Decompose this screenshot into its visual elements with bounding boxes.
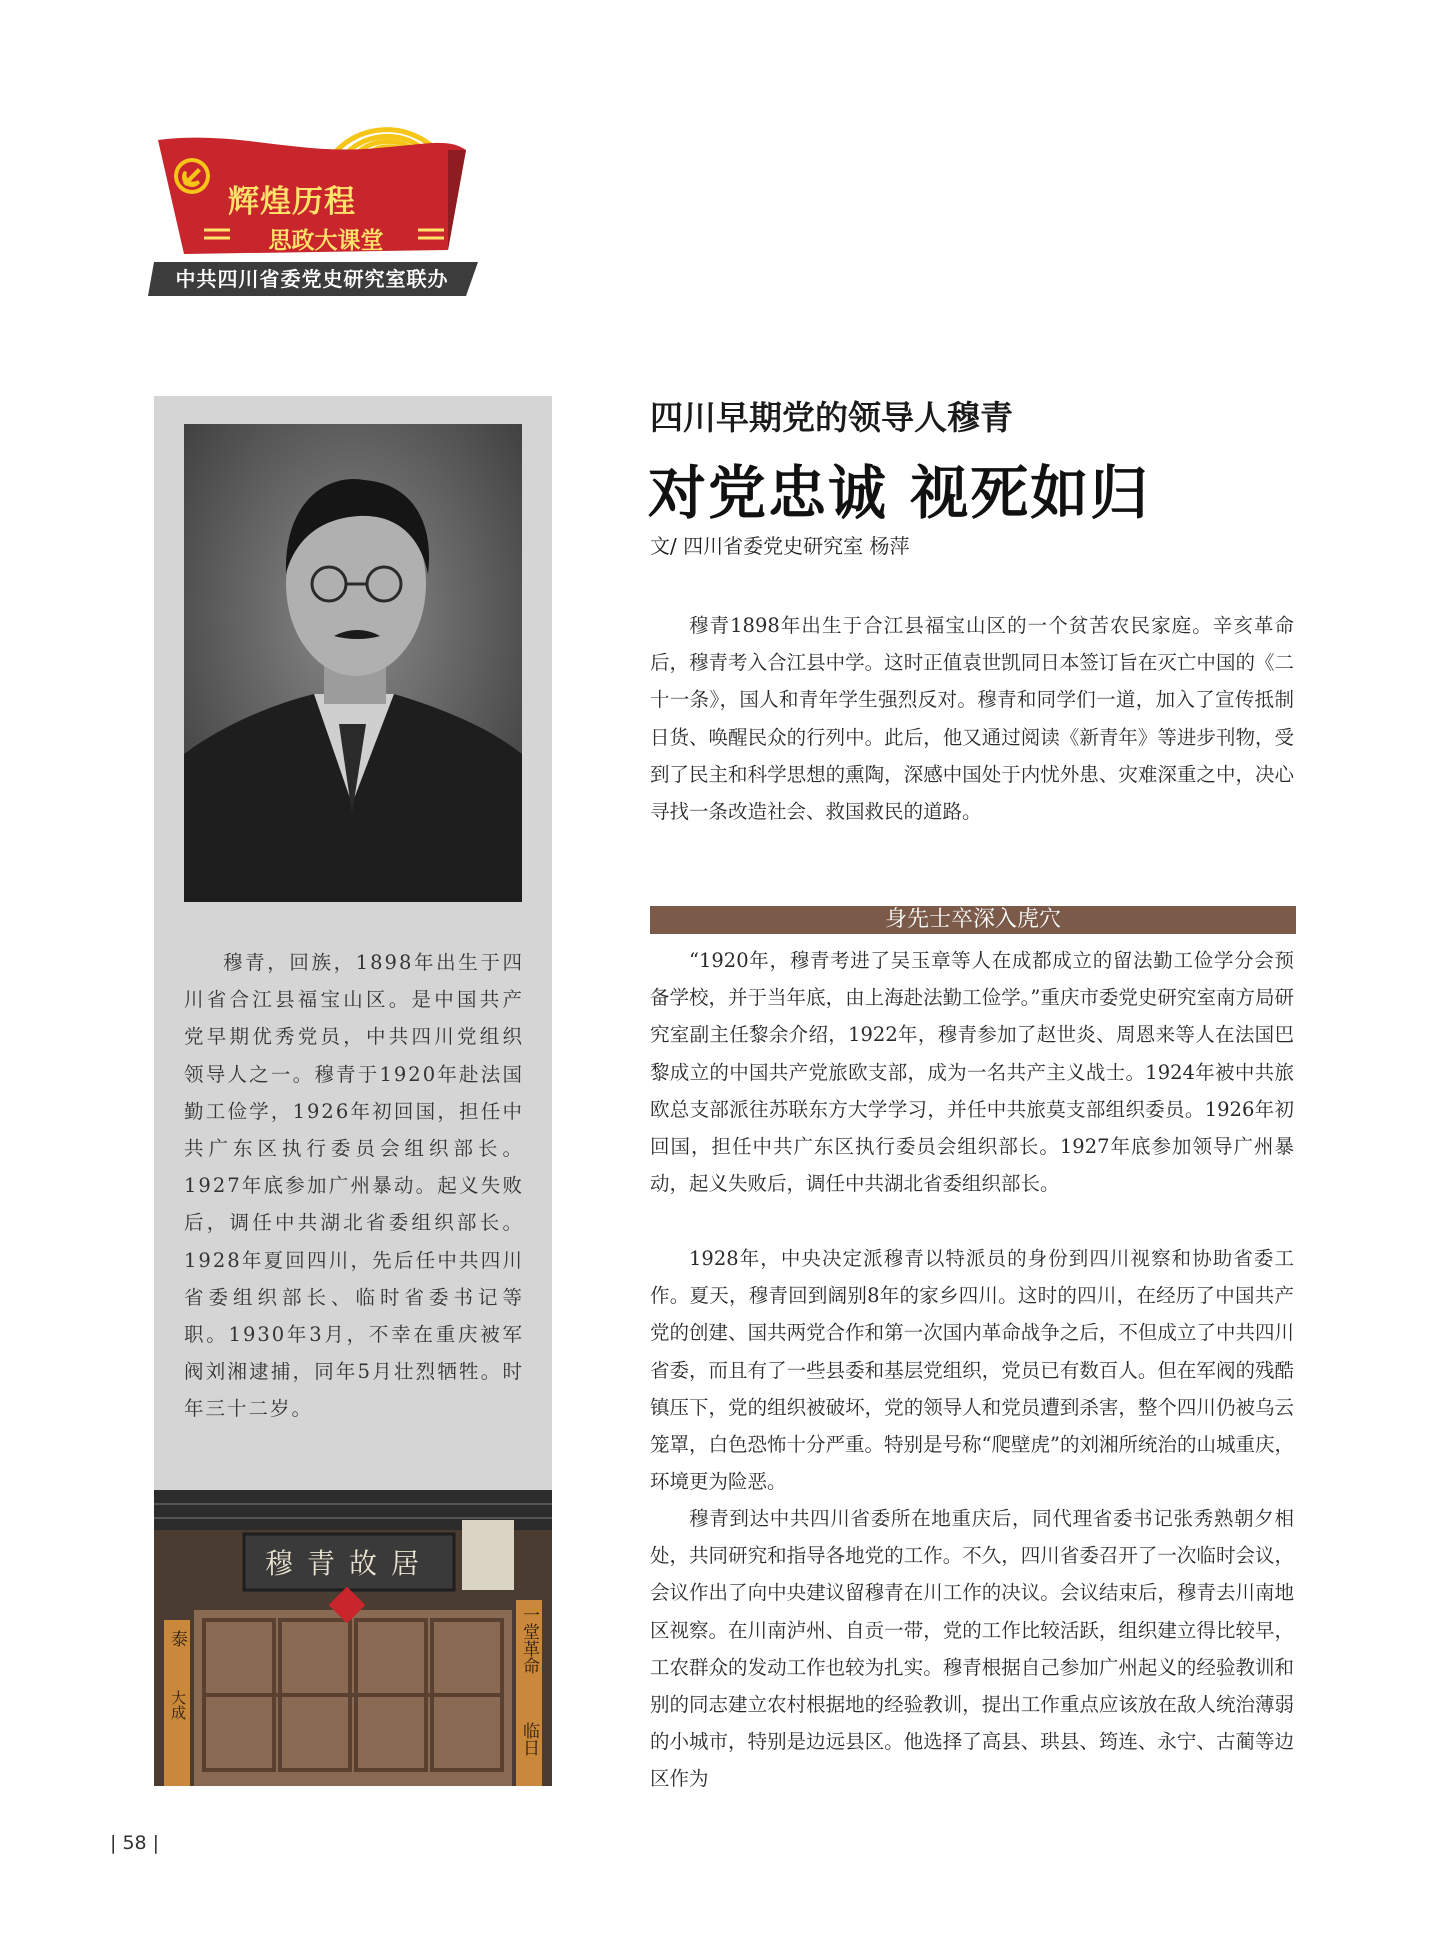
section-heading: 身先士卒深入虎穴: [884, 907, 1061, 932]
article-kicker: 四川早期党的领导人穆青: [650, 398, 1013, 437]
couplet-right: 一堂革命: [519, 1606, 539, 1674]
section-heading-bar: [650, 906, 1296, 934]
column-badge: [148, 126, 478, 296]
plaque-text: 穆青故居: [264, 1547, 433, 1580]
bio-text: 穆青，回族，1898年出生于四川省合江县福宝山区。是中国共产党早期优秀党员，中共四川党组织领导人之一。穆青于1920年赴法国勤工俭学，1926年初回国，担任中共广东区执行委员会组织部长。1927年底参加广州暴动。起义失败后，调任中共湖北省委组织部长。1928年夏回四川，先后任中共四川省委组织部长、临时省委书记等职。1930年3月，不幸在重庆被军阀刘湘逮捕，同年5月壮烈牺牲。时年三十二岁。: [184, 951, 524, 1421]
body-paragraph-3: 穆青到达中共四川省委所在地重庆后，同代理省委书记张秀熟朝夕相处，共同研究和指导各地党的工作。不久，四川省委召开了一次临时会议，会议作出了向中央建议留穆青在川工作的决议。会议结束后，穆青去川南地区视察。在川南泸州、自贡一带，党的工作比较活跃，组织建立得比较早，工农群众的发动工作也较为扎实。穆青根据自己参加广州起义的经验教训和别的同志建立农村根据地的经验教训，提出工作重点应该放在敌人统治薄弱的小城市，特别是边远县区。他选择了高县、珙县、筠连、永宁、古蔺等边区作为: [650, 1507, 1294, 1791]
body-paragraph-1: “1920年，穆青考进了吴玉章等人在成都成立的留法勤工俭学分会预备学校，并于当年底，由上海赴法勤工俭学。”重庆市委党史研究室南方局研究室副主任黎余介绍，1922年，穆青参加了赵世炎、周恩来等人在法国巴黎成立的中国共产党旅欧支部，成为一名共产主义战士。1924年被中共旅欧总支部派往苏联东方大学学习，并任中共旅莫支部组织委员。1926年初回国，担任中共广东区执行委员会组织部长。1927年底参加领导广州暴动，起义失败后，调任中共湖北省委组织部长。: [650, 949, 1294, 1196]
article-headline: 对党忠诚 视死如归: [648, 459, 1151, 527]
badge-org: 中共四川省委党史研究室联办: [175, 267, 449, 291]
party-emblem-icon: [172, 156, 212, 196]
former-residence-photo: [154, 1490, 552, 1786]
badge-subtitle: 思政大课堂: [268, 228, 384, 254]
intro-paragraph: 穆青1898年出生于合江县福宝山区的一个贫苦农民家庭。辛亥革命后，穆青考入合江县中学。这时正值袁世凯同日本签订旨在灭亡中国的《二十一条》，国人和青年学生强烈反对。穆青和同学们一道，加入了宣传抵制日货、唤醒民众的行列中。此后，他又通过阅读《新青年》等进步刊物，受到了民主和科学思想的熏陶，深感中国处于内忧外患、灾难深重之中，决心寻找一条改造社会、救国救民的道路。: [650, 614, 1294, 824]
portrait-photo: [184, 424, 522, 902]
couplet-left: 泰: [167, 1630, 187, 1647]
couplet-right-end: 临日: [519, 1722, 539, 1756]
badge-title: 辉煌历程: [228, 184, 356, 220]
page-number: | 58 |: [110, 1832, 160, 1854]
couplet-left-mid: 大成: [169, 1690, 187, 1720]
body-paragraph-2: 1928年，中央决定派穆青以特派员的身份到四川视察和协助省委工作。夏天，穆青回到阔别8年的家乡四川。这时的四川，在经历了中国共产党的创建、国共两党合作和第一次国内革命战争之后，不但成立了中共四川省委，而且有了一些县委和基层党组织，党员已有数百人。但在军阀的残酷镇压下，党的组织被破坏，党的领导人和党员遭到杀害，整个四川仍被乌云笼罩，白色恐怖十分严重。特别是号称“爬壁虎”的刘湘所统治的山城重庆，环境更为险恶。: [650, 1247, 1294, 1494]
article-byline: 文/ 四川省委党史研究室 杨萍: [650, 534, 910, 558]
